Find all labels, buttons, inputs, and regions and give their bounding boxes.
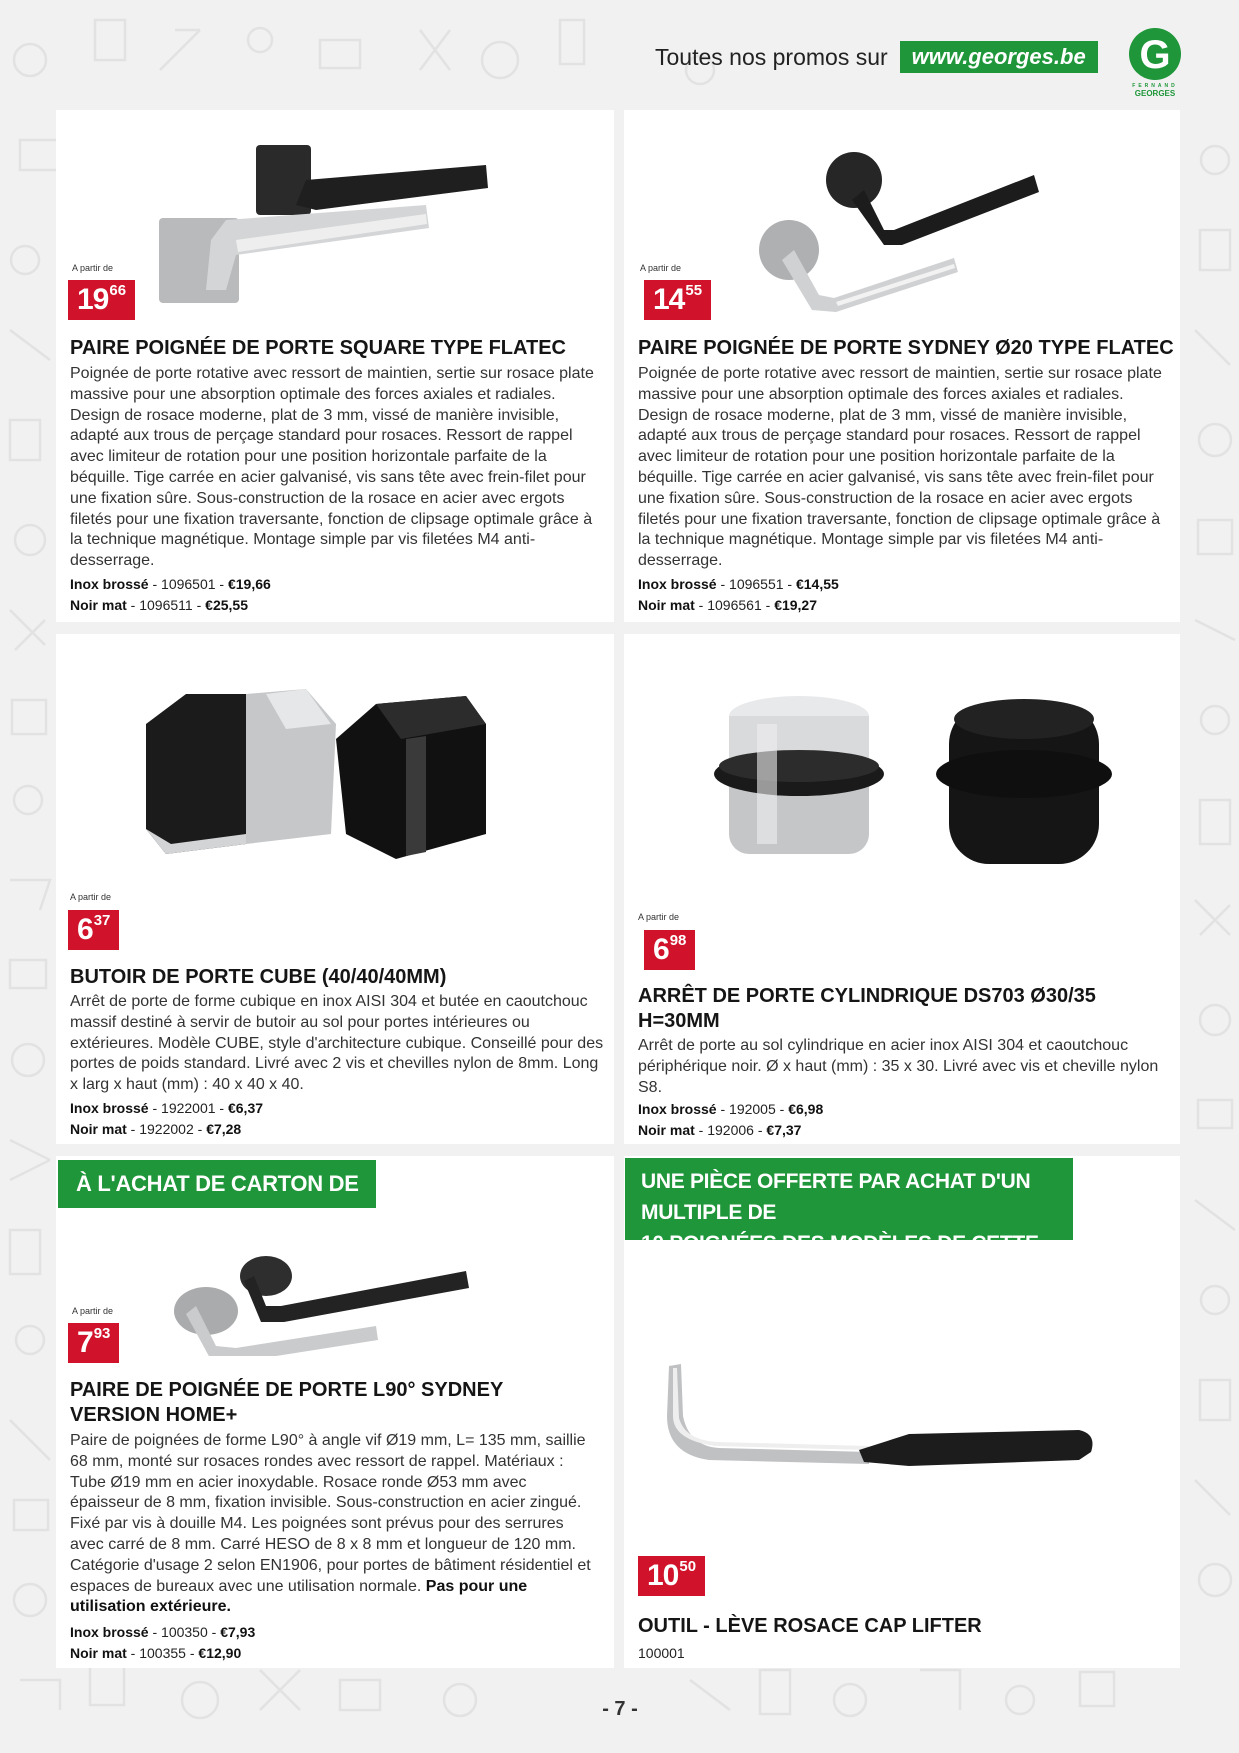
logo-letter: G: [1139, 33, 1171, 77]
variant-inox: Inox brossé - 192005 - €6,98: [638, 1101, 824, 1117]
cylinder-stop-image: [709, 694, 1129, 874]
product-title: OUTIL - LÈVE ROSACE CAP LIFTER: [638, 1615, 982, 1637]
product-title: PAIRE DE POIGNÉE DE PORTE L90° SYDNEY VERSION HOME+: [70, 1379, 504, 1426]
variant-noir: Noir mat - 1922002 - €7,28: [70, 1121, 242, 1137]
product-description: Arrêt de porte au sol cylindrique en acier inox AISI 304 et caoutchouc périphérique noir. Ø x haut (mm) : 35 x 30. Livré avec vis et cheville nylon S8.: [638, 1037, 1159, 1096]
promo-text: Toutes nos promos sur: [655, 43, 888, 70]
header-promo: [655, 40, 1098, 74]
product-description: Poignée de porte rotative avec ressort de maintien, sertie sur rosace plate massive pour une absorption optimale des forces axiales et radiales. Design de rosace moderne, plat de 3 mm, vissé de manière invisible, adapté aux trous de perçage standard pour rosaces. Ressort de rappel avec limiteur de rotation pour une position horizontale parfaite de la béquille. Tige carrée en acier galvanisé, vis sans tête avec frein-filet pour une fixation sûre. Sous-construction de la rosace en acier avec ergots filetés pour une fixation traversante, fonction de clipsage optimale grâce à la technique magnétique. Montage simple par vis filetées M4 anti-desserrage.: [70, 365, 594, 570]
product-title: PAIRE POIGNÉE DE PORTE SQUARE TYPE FLATEC: [70, 337, 566, 359]
price-badge: 6 98: [644, 930, 695, 970]
price-from-label: A partir de: [638, 912, 680, 922]
promo-banner: À L'ACHAT DE CARTON DE 10 PIÈCES: [58, 1160, 376, 1208]
square-handle-image: [156, 140, 496, 320]
product-description: Poignée de porte rotative avec ressort de maintien, sertie sur rosace plate massive pour une absorption optimale des forces axiales et radiales. Design de rosace moderne, plat de 3 mm, vissé de manière invisible, adapté aux trous de perçage standard pour rosaces. Ressort de rappel avec limiteur de rotation pour une position horizontale parfaite de la béquille. Tige carrée en acier galvanisé, vis sans tête avec frein-filet pour une fixation sûre. Sous-construction de la rosace en acier avec ergots filetés pour une fixation traversante, fonction de clipsage optimale grâce à la technique magnétique. Montage simple par vis filetées M4 anti-desserrage.: [638, 365, 1162, 570]
cube-stop-image: [136, 684, 546, 859]
product-title: BUTOIR DE PORTE CUBE (40/40/40MM): [70, 966, 447, 988]
product-card-cube-stop: [56, 634, 614, 1144]
price-from-label: A partir de: [640, 263, 682, 273]
price-from-label: A partir de: [70, 892, 112, 902]
product-title: PAIRE POIGNÉE DE PORTE SYDNEY Ø20 TYPE FLATEC: [638, 337, 1174, 359]
variant-noir: Noir mat - 192006 - €7,37: [638, 1122, 802, 1138]
product-card-l90-handle: [56, 1156, 614, 1668]
variant-noir: Noir mat - 100355 - €12,90: [70, 1645, 242, 1661]
promo-banner: UNE PIÈCE OFFERTE PAR ACHAT D'UN MULTIPLE DE 10 POIGNÉES DES MODÈLES DE CETTE PROMO: [625, 1158, 1073, 1240]
variant-noir: Noir mat - 1096511 - €25,55: [70, 597, 248, 613]
product-reference: 100001: [638, 1645, 685, 1661]
product-title: ARRÊT DE PORTE CYLINDRIQUE DS703 Ø30/35 H=30MM: [638, 985, 1096, 1032]
variant-noir: Noir mat - 1096561 - €19,27: [638, 597, 818, 613]
page-number: - 7 -: [602, 1698, 638, 1720]
product-card-cap-lifter: [624, 1156, 1180, 1668]
variant-inox: Inox brossé - 1096501 - €19,66: [70, 576, 271, 592]
sydney-handle-image: [734, 140, 1054, 320]
variant-inox: Inox brossé - 1096551 - €14,55: [638, 576, 839, 592]
product-card-cylinder-stop: [624, 634, 1180, 1144]
price-badge: 10 50: [638, 1556, 705, 1596]
price-badge: 19 66: [68, 280, 135, 320]
price-badge: 7 93: [68, 1323, 119, 1363]
price-from-label: A partir de: [72, 1306, 114, 1316]
cap-lifter-image: [659, 1356, 1099, 1466]
product-card-square-handle: [56, 110, 614, 622]
product-card-sydney-handle: [624, 110, 1180, 622]
website-link[interactable]: www.georges.be: [900, 41, 1098, 73]
product-description: Paire de poignées de forme L90° à angle vif Ø19 mm, L= 135 mm, saillie 68 mm, monté sur rosaces rondes avec ressort de rappel. Matériaux : Tube Ø19 mm en acier inoxydable. Rosace ronde Ø53 mm avec épaisseur de 8 mm, fixation invisible. Sous-construction en acier zingué. Fixé par vis à douille M4. Les poignées sont prévus pour des serrures avec carré de 8 mm. Carré HESO de 8 x 8 mm et longueur de 120 mm. Catégorie d'usage 2 selon EN1906, pour portes de bâtiment résidentiel et espaces de bureaux avec une utilisation normale. Pas pour une utilisation extérieure.: [70, 1432, 591, 1616]
l90-handle-image: [166, 1226, 486, 1356]
logo-wordmark: FERNAND GEORGES: [1132, 83, 1178, 98]
price-from-label: A partir de: [72, 263, 114, 273]
product-description: Arrêt de porte de forme cubique en inox AISI 304 et butée en caoutchouc massif destiné à servir de butoir au sol pour portes intérieures ou extérieures. Modèle CUBE, style d'architecture cubique. Conseillé pour des portes de poids standard. Livré avec 2 vis et chevilles nylon de 8mm. Long x larg x haut (mm) : 40 x 40 x 40.: [70, 993, 604, 1094]
price-badge: 14 55: [644, 280, 711, 320]
variant-inox: Inox brossé - 100350 - €7,93: [70, 1624, 256, 1640]
variant-inox: Inox brossé - 1922001 - €6,37: [70, 1100, 264, 1116]
price-badge: 6 37: [68, 910, 119, 950]
